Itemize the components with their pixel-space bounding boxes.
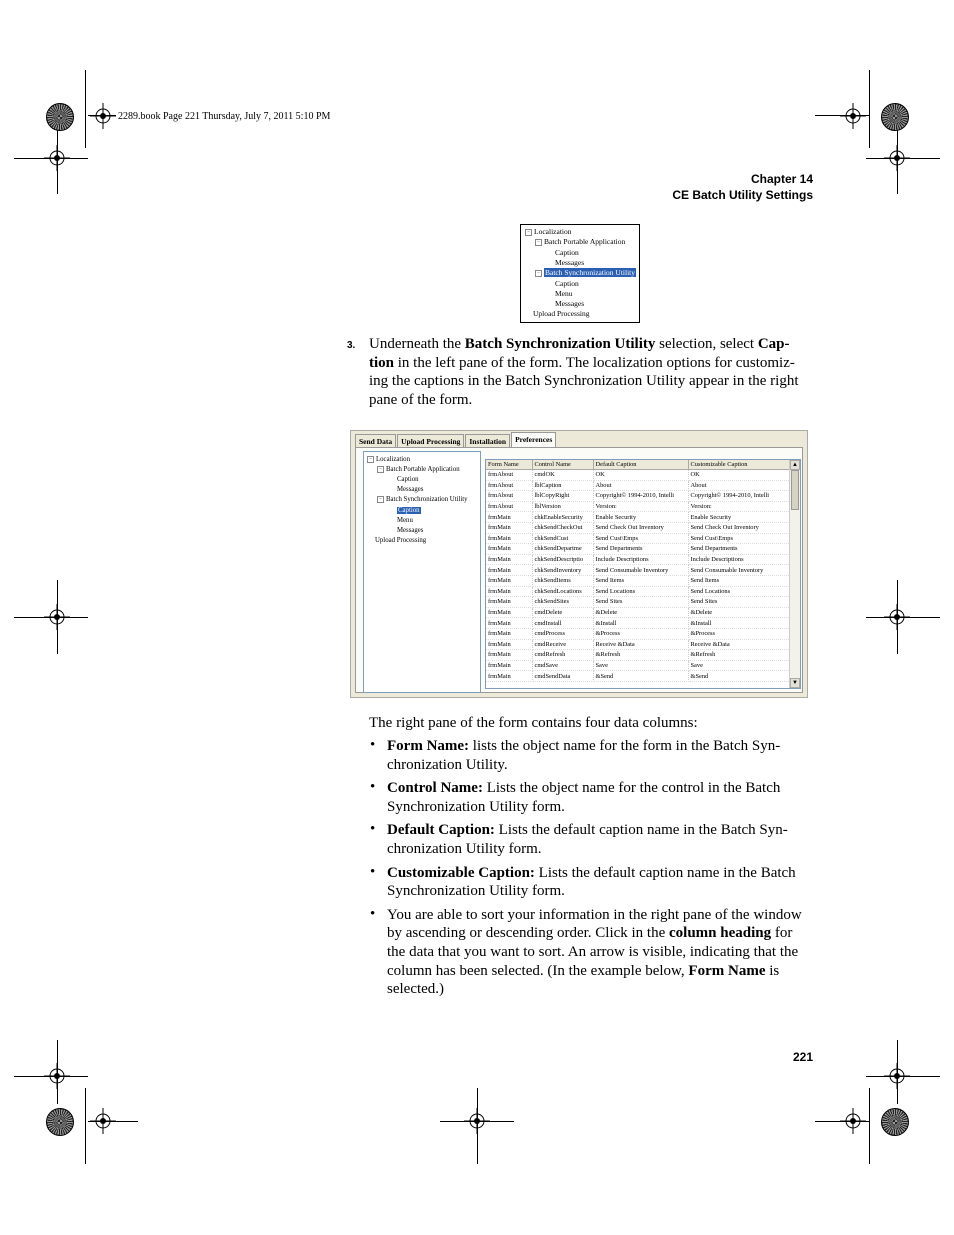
table-cell: cmdSave — [532, 660, 593, 671]
table-cell: frmAbout — [486, 470, 532, 481]
tab-upload-processing[interactable]: Upload Processing — [397, 434, 464, 448]
table-cell: About — [593, 480, 688, 491]
table-cell: Copyright© 1994-2010, Intelli — [593, 491, 688, 502]
table-row[interactable] — [486, 480, 790, 491]
table-cell: frmMain — [486, 533, 532, 544]
table-cell: Enable Security — [688, 512, 790, 523]
column-header-customizable-caption[interactable]: Customizable Caption — [688, 460, 790, 470]
table-cell: &Install — [688, 618, 790, 629]
table-cell: OK — [688, 470, 790, 481]
table-cell: Send Locations — [593, 586, 688, 597]
table-cell: chkSendLocations — [532, 586, 593, 597]
table-cell: frmMain — [486, 607, 532, 618]
tree-node[interactable]: − Batch Portable Application — [377, 465, 460, 475]
table-cell: Enable Security — [593, 512, 688, 523]
tree-node[interactable]: Upload Processing — [533, 309, 590, 318]
table-cell: lblVersion — [532, 501, 593, 512]
localization-tree — [363, 451, 481, 693]
step-line: pane of the form. — [369, 392, 473, 408]
registration-mark-icon — [464, 1108, 490, 1134]
table-cell: frmAbout — [486, 501, 532, 512]
registration-mark-icon — [840, 1108, 866, 1134]
table-cell: cmdReceive — [532, 639, 593, 650]
table-row[interactable] — [486, 565, 790, 576]
table-row[interactable] — [486, 607, 790, 618]
chapter-title: CE Batch Utility Settings — [672, 188, 813, 202]
scroll-up-icon[interactable]: ▲ — [790, 460, 800, 470]
tree-node[interactable]: Caption — [555, 279, 579, 288]
bullet-icon: • — [370, 864, 376, 880]
table-cell: chkSendDescriptio — [532, 554, 593, 565]
table-row[interactable] — [486, 491, 790, 502]
step-line: tion in the left pane of the form. The localization options for customiz- — [369, 355, 795, 371]
table-cell: cmdProcess — [532, 628, 593, 639]
localization-tree-figure — [520, 224, 640, 323]
table-cell: chkEnableSecurity — [532, 512, 593, 523]
table-row[interactable] — [486, 470, 790, 481]
table-cell: frmMain — [486, 522, 532, 533]
color-bar-icon — [46, 1108, 74, 1136]
table-cell: frmMain — [486, 597, 532, 608]
table-cell: frmMain — [486, 628, 532, 639]
tree-node[interactable]: − Localization — [525, 227, 571, 237]
registration-mark-icon — [884, 604, 910, 630]
table-row[interactable] — [486, 544, 790, 555]
table-row[interactable] — [486, 671, 790, 682]
tab-installation[interactable]: Installation — [465, 434, 510, 448]
table-cell: cmdDelete — [532, 607, 593, 618]
table-cell: frmMain — [486, 650, 532, 661]
captions-grid — [485, 459, 801, 689]
tree-node[interactable]: Caption — [555, 248, 579, 257]
table-row[interactable] — [486, 522, 790, 533]
bullet-line: chronization Utility form. — [387, 841, 542, 857]
table-cell: &Delete — [688, 607, 790, 618]
registration-mark-icon — [90, 103, 116, 129]
vertical-scrollbar[interactable] — [789, 460, 800, 688]
column-header-control-name[interactable]: Control Name — [532, 460, 593, 470]
table-cell: Version: — [688, 501, 790, 512]
table-cell: frmMain — [486, 575, 532, 586]
table-cell: Save — [593, 660, 688, 671]
table-cell: frmMain — [486, 554, 532, 565]
page-number: 221 — [792, 1050, 813, 1064]
table-cell: Receive &Data — [688, 639, 790, 650]
table-cell: Send Items — [688, 575, 790, 586]
bullet-line: selected.) — [387, 981, 445, 997]
table-cell: Send Departments — [688, 544, 790, 555]
bullet-icon: • — [370, 737, 376, 753]
table-cell: &Send — [688, 671, 790, 682]
table-cell: Send Items — [593, 575, 688, 586]
step-line: ing the captions in the Batch Synchronization Utility appear in the right — [369, 373, 799, 389]
table-cell: frmMain — [486, 618, 532, 629]
table-row[interactable] — [486, 533, 790, 544]
table-cell: frmMain — [486, 671, 532, 682]
table-cell: &Install — [593, 618, 688, 629]
table-cell: frmAbout — [486, 491, 532, 502]
bullet-line: Synchronization Utility form. — [387, 883, 565, 899]
table-cell: frmMain — [486, 660, 532, 671]
table-cell: Version: — [593, 501, 688, 512]
chapter-label: Chapter 14 — [750, 172, 813, 186]
table-cell: Send Check Out Inventory — [593, 522, 688, 533]
table-cell: About — [688, 480, 790, 491]
table-cell: &Delete — [593, 607, 688, 618]
column-header-default-caption[interactable]: Default Caption — [593, 460, 688, 470]
table-cell: chkSendDepartme — [532, 544, 593, 555]
bullet-line: You are able to sort your information in the right pane of the window — [387, 907, 802, 923]
table-cell: frmMain — [486, 544, 532, 555]
table-row[interactable] — [486, 512, 790, 523]
table-cell: Send Departments — [593, 544, 688, 555]
table-cell: Send Consumable Inventory — [593, 565, 688, 576]
bullet-line: by ascending or descending order. Click in the column heading for — [387, 925, 793, 941]
table-cell: lblCaption — [532, 480, 593, 491]
bullet-line: Customizable Caption: Lists the default caption name in the Batch — [387, 865, 796, 881]
color-bar-icon — [881, 103, 909, 131]
table-cell: Include Descriptions — [688, 554, 790, 565]
tree-node[interactable]: Messages — [555, 258, 585, 267]
tree-node[interactable]: Upload Processing — [375, 537, 427, 544]
bullet-icon: • — [370, 821, 376, 837]
table-cell: frmAbout — [486, 480, 532, 491]
registration-mark-icon — [44, 1063, 70, 1089]
bullet-icon: • — [370, 779, 376, 795]
table-row[interactable] — [486, 586, 790, 597]
tree-node[interactable]: Caption — [397, 476, 419, 483]
print-slug: 2289.book Page 221 Thursday, July 7, 2011 5:10 PM — [118, 111, 331, 122]
table-cell: Send Sites — [688, 597, 790, 608]
table-row[interactable] — [486, 597, 790, 608]
tree-node-selected[interactable]: Caption — [398, 507, 420, 514]
tree-node[interactable]: − Batch Synchronization Utility — [377, 495, 468, 505]
table-cell: &Process — [688, 628, 790, 639]
bullet-line: the data that you want to sort. An arrow is visible, indicating that the — [387, 944, 799, 960]
step-number: 3. — [347, 340, 356, 351]
bullet-line: Form Name: lists the object name for the form in the Batch Syn- — [387, 738, 781, 754]
table-cell: cmdRefresh — [532, 650, 593, 661]
table-cell: frmMain — [486, 512, 532, 523]
registration-mark-icon — [840, 103, 866, 129]
bullet-line: Control Name: Lists the object name for the control in the Batch — [387, 780, 781, 796]
tab-bar — [355, 434, 557, 448]
table-cell: &Refresh — [593, 650, 688, 661]
table-row[interactable] — [486, 639, 790, 650]
tree-node[interactable]: Messages — [555, 299, 585, 308]
bullet-line: chronization Utility. — [387, 757, 508, 773]
registration-mark-icon — [90, 1108, 116, 1134]
table-cell: OK — [593, 470, 688, 481]
scroll-down-icon[interactable]: ▼ — [790, 678, 800, 688]
table-row[interactable] — [486, 660, 790, 671]
table-cell: Send Check Out Inventory — [688, 522, 790, 533]
table-row[interactable] — [486, 554, 790, 565]
tab-preferences[interactable]: Preferences — [511, 432, 556, 449]
table-cell: &Process — [593, 628, 688, 639]
table-cell: chkSendCheckOut — [532, 522, 593, 533]
preferences-screenshot — [350, 430, 808, 698]
tree-node[interactable]: Messages — [397, 527, 424, 534]
table-row[interactable] — [486, 650, 790, 661]
table-cell: Send Consumable Inventory — [688, 565, 790, 576]
table-row[interactable] — [486, 575, 790, 586]
tab-send-data[interactable]: Send Data — [355, 434, 396, 448]
table-cell: frmMain — [486, 565, 532, 576]
table-cell: &Send — [593, 671, 688, 682]
tree-node[interactable]: Menu — [397, 517, 413, 524]
bullet-line: Synchronization Utility form. — [387, 799, 565, 815]
color-bar-icon — [46, 103, 74, 131]
registration-mark-icon — [44, 604, 70, 630]
table-row[interactable] — [486, 618, 790, 629]
column-header-form-name[interactable]: Form Name — [486, 460, 532, 470]
table-cell: lblCopyRight — [532, 491, 593, 502]
tree-node[interactable]: Menu — [555, 289, 573, 298]
registration-mark-icon — [44, 145, 70, 171]
table-cell: cmdSendData — [532, 671, 593, 682]
table-cell: frmMain — [486, 586, 532, 597]
table-cell: Send Locations — [688, 586, 790, 597]
tree-node[interactable]: Messages — [397, 486, 424, 493]
table-row[interactable] — [486, 501, 790, 512]
scroll-thumb[interactable] — [791, 470, 799, 510]
tree-node[interactable]: − Localization — [367, 455, 410, 465]
table-cell: Include Descriptions — [593, 554, 688, 565]
intro-text: The right pane of the form contains four data columns: — [369, 715, 698, 731]
table-cell: Save — [688, 660, 790, 671]
table-cell: Send Cust\Emps — [593, 533, 688, 544]
table-cell: Receive &Data — [593, 639, 688, 650]
table-cell: cmdInstall — [532, 618, 593, 629]
color-bar-icon — [881, 1108, 909, 1136]
bullet-line: Default Caption: Lists the default caption name in the Batch Syn- — [387, 822, 788, 838]
table-row[interactable] — [486, 628, 790, 639]
tree-node-selected[interactable]: − Batch Synchronization Utility — [535, 268, 636, 278]
table-cell: Send Cust\Emps — [688, 533, 790, 544]
table-cell: frmMain — [486, 639, 532, 650]
registration-mark-icon — [884, 1063, 910, 1089]
registration-mark-icon — [884, 145, 910, 171]
step-line: Underneath the Batch Synchronization Utility selection, select Cap- — [369, 336, 790, 352]
table-cell: Send Sites — [593, 597, 688, 608]
table-cell: chkSendItems — [532, 575, 593, 586]
bullet-icon: • — [370, 906, 376, 922]
bullet-line: column has been selected. (In the example below, Form Name is — [387, 963, 780, 979]
table-cell: Copyright© 1994-2010, Intelli — [688, 491, 790, 502]
tree-node[interactable]: − Batch Portable Application — [535, 237, 625, 247]
table-cell: &Refresh — [688, 650, 790, 661]
table-cell: cmdOK — [532, 470, 593, 481]
table-cell: chkSendSites — [532, 597, 593, 608]
table-cell: chkSendInventory — [532, 565, 593, 576]
table-cell: chkSendCust — [532, 533, 593, 544]
